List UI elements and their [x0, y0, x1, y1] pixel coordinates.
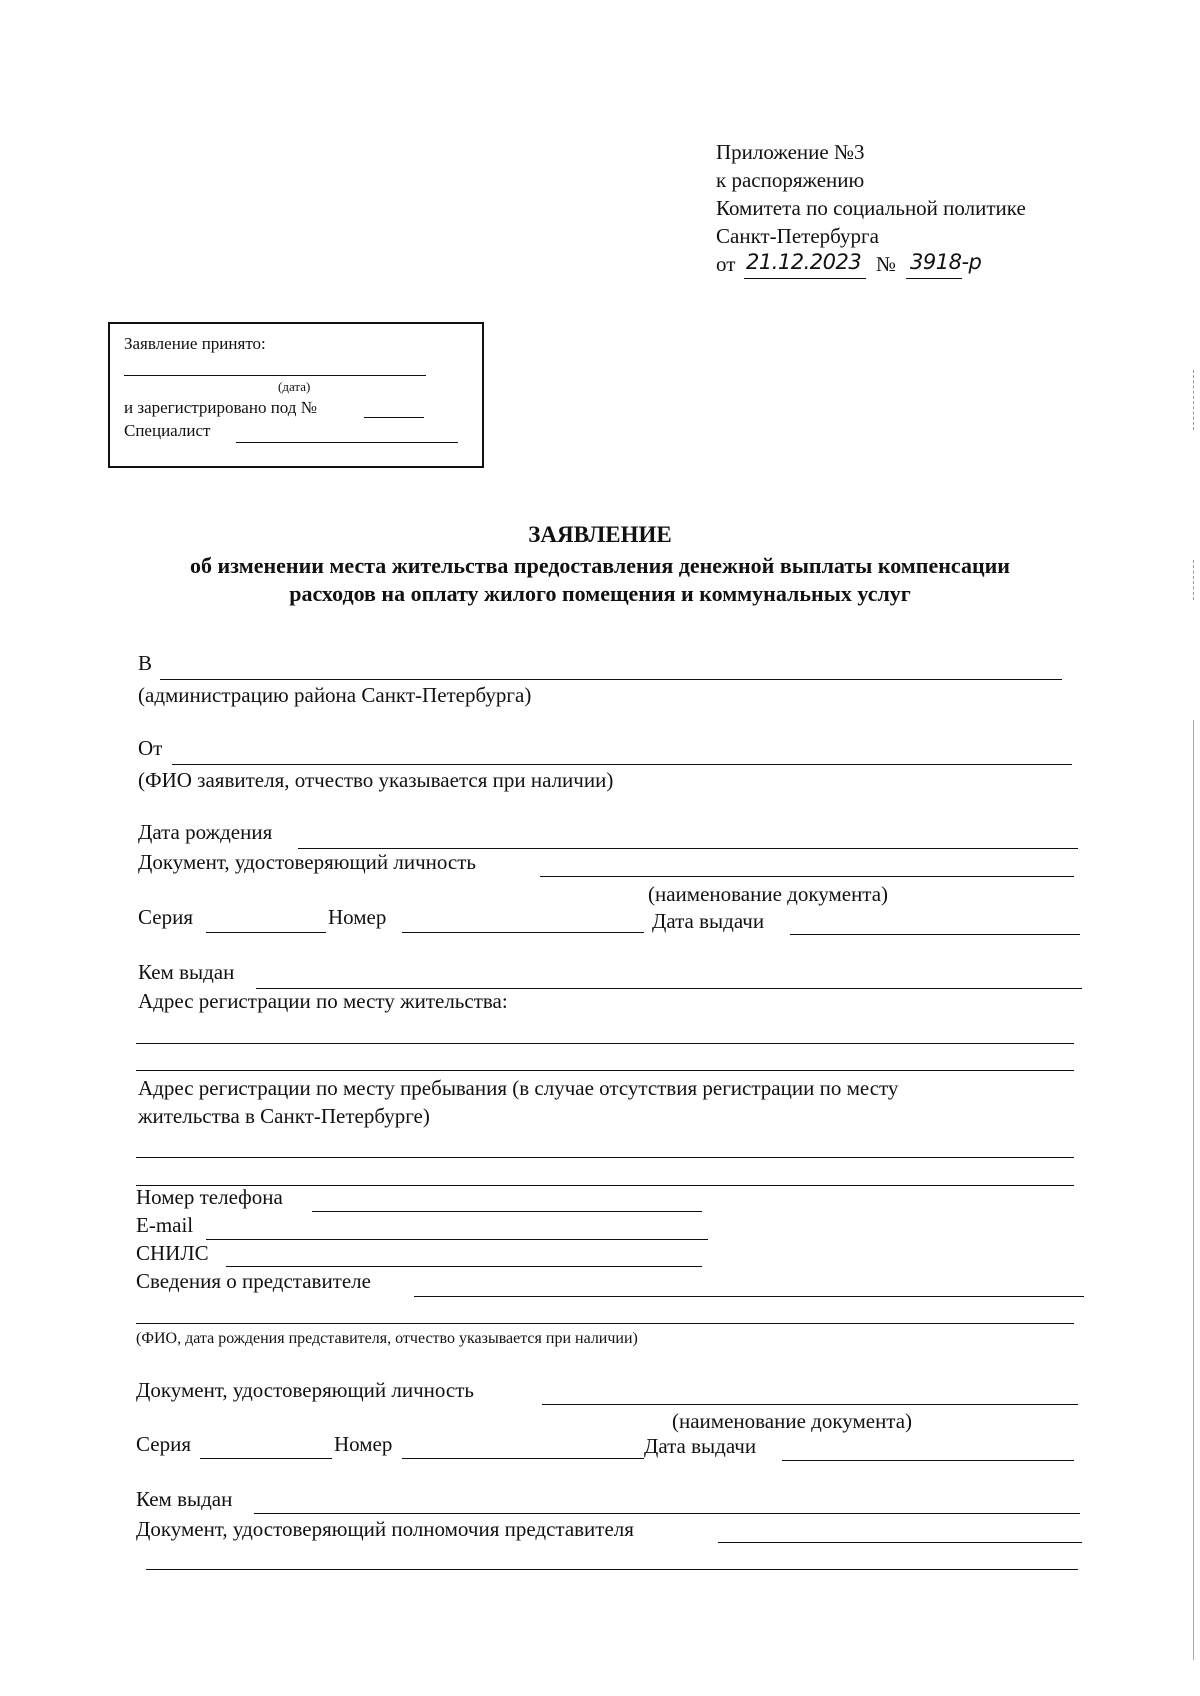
- specialist-label: Специалист: [124, 421, 211, 440]
- representative-field[interactable]: [414, 1296, 1084, 1297]
- rep-issued-by-label: Кем выдан: [136, 1487, 233, 1511]
- rep-number-label: Номер: [334, 1432, 393, 1456]
- rep-doc-name-caption: (наименование документа): [672, 1409, 913, 1433]
- issued-by-label: Кем выдан: [138, 960, 235, 984]
- appendix-line: Санкт-Петербурга: [716, 224, 879, 248]
- appendix-line: Комитета по социальной политике: [716, 196, 1026, 220]
- number-label: Номер: [328, 905, 387, 929]
- representative-label: Сведения о представителе: [136, 1269, 371, 1293]
- appendix-number-value: 3918-р: [910, 250, 982, 274]
- issue-date-field[interactable]: [790, 934, 1080, 935]
- rep-authority-doc-label: Документ, удостоверяющий полномочия представителя: [136, 1517, 634, 1541]
- residence-address-label: Адрес регистрации по месту жительства:: [138, 989, 508, 1013]
- appendix-title: Приложение №3: [716, 140, 865, 164]
- id-document-field[interactable]: [540, 876, 1074, 877]
- residence-address-field[interactable]: [136, 1070, 1074, 1071]
- to-label: В: [138, 651, 153, 675]
- title-line: расходов на оплату жилого помещения и коммунальных услуг: [289, 581, 911, 606]
- from-caption: (ФИО заявителя, отчество указывается при наличии): [138, 768, 614, 792]
- birth-date-field[interactable]: [298, 848, 1078, 849]
- stay-address-field[interactable]: [136, 1157, 1074, 1158]
- rep-issue-date-label: Дата выдачи: [644, 1434, 757, 1458]
- phone-field[interactable]: [312, 1211, 702, 1212]
- from-field[interactable]: [172, 764, 1072, 765]
- snils-label: СНИЛС: [136, 1241, 209, 1265]
- residence-address-field[interactable]: [136, 1043, 1074, 1044]
- rep-id-document-label: Документ, удостоверяющий личность: [136, 1378, 474, 1402]
- phone-label: Номер телефона: [136, 1185, 283, 1209]
- number-underline: [906, 278, 962, 279]
- approval-box: [108, 322, 484, 468]
- scan-edge-mark: [1193, 720, 1194, 1660]
- id-document-label: Документ, удостоверяющий личность: [138, 850, 476, 874]
- rep-authority-doc-field[interactable]: [718, 1542, 1082, 1543]
- email-label: E-mail: [136, 1213, 194, 1237]
- scan-edge-mark: [1193, 560, 1194, 600]
- doc-name-caption: (наименование документа): [648, 882, 889, 906]
- stay-address-label: жительства в Санкт-Петербурге): [138, 1104, 430, 1128]
- rep-id-document-field[interactable]: [542, 1404, 1078, 1405]
- number-field[interactable]: [402, 932, 644, 933]
- rep-issue-date-field[interactable]: [782, 1460, 1074, 1461]
- series-label: Серия: [138, 905, 193, 929]
- accepted-date-line[interactable]: [124, 375, 426, 376]
- rep-series-field[interactable]: [200, 1458, 332, 1459]
- representative-caption: (ФИО, дата рождения представителя, отчество указывается при наличии): [136, 1330, 638, 1347]
- specialist-line[interactable]: [236, 442, 458, 443]
- stay-address-label: Адрес регистрации по месту пребывания (в случае отсутствия регистрации по месту: [138, 1076, 899, 1100]
- appendix-number-prefix: №: [876, 252, 897, 276]
- rep-issued-by-field[interactable]: [254, 1513, 1080, 1514]
- accepted-label: Заявление принято:: [124, 334, 266, 353]
- to-caption: (администрацию района Санкт-Петербурга): [138, 683, 532, 707]
- page-title: ЗАЯВЛЕНИЕ: [528, 522, 672, 547]
- to-field[interactable]: [160, 679, 1062, 680]
- issue-date-label: Дата выдачи: [652, 909, 765, 933]
- date-caption: (дата): [278, 379, 311, 394]
- registered-number-line[interactable]: [364, 417, 424, 418]
- birth-date-label: Дата рождения: [138, 820, 273, 844]
- rep-series-label: Серия: [136, 1432, 191, 1456]
- registered-label: и зарегистрировано под №: [124, 398, 317, 417]
- appendix-line: к распоряжению: [716, 168, 865, 192]
- appendix-date-prefix: от: [716, 252, 736, 276]
- representative-field[interactable]: [136, 1323, 1074, 1324]
- appendix-date-value: 21.12.2023: [746, 250, 862, 274]
- scan-edge-mark: [1193, 370, 1194, 430]
- date-underline: [744, 278, 866, 279]
- rep-number-field[interactable]: [402, 1458, 644, 1459]
- snils-field[interactable]: [226, 1266, 702, 1267]
- from-label: От: [138, 736, 163, 760]
- series-field[interactable]: [206, 932, 326, 933]
- rep-authority-doc-field[interactable]: [146, 1569, 1078, 1570]
- title-line: об изменении места жительства предоставления денежной выплаты компенсации: [190, 553, 1010, 578]
- email-field[interactable]: [206, 1239, 708, 1240]
